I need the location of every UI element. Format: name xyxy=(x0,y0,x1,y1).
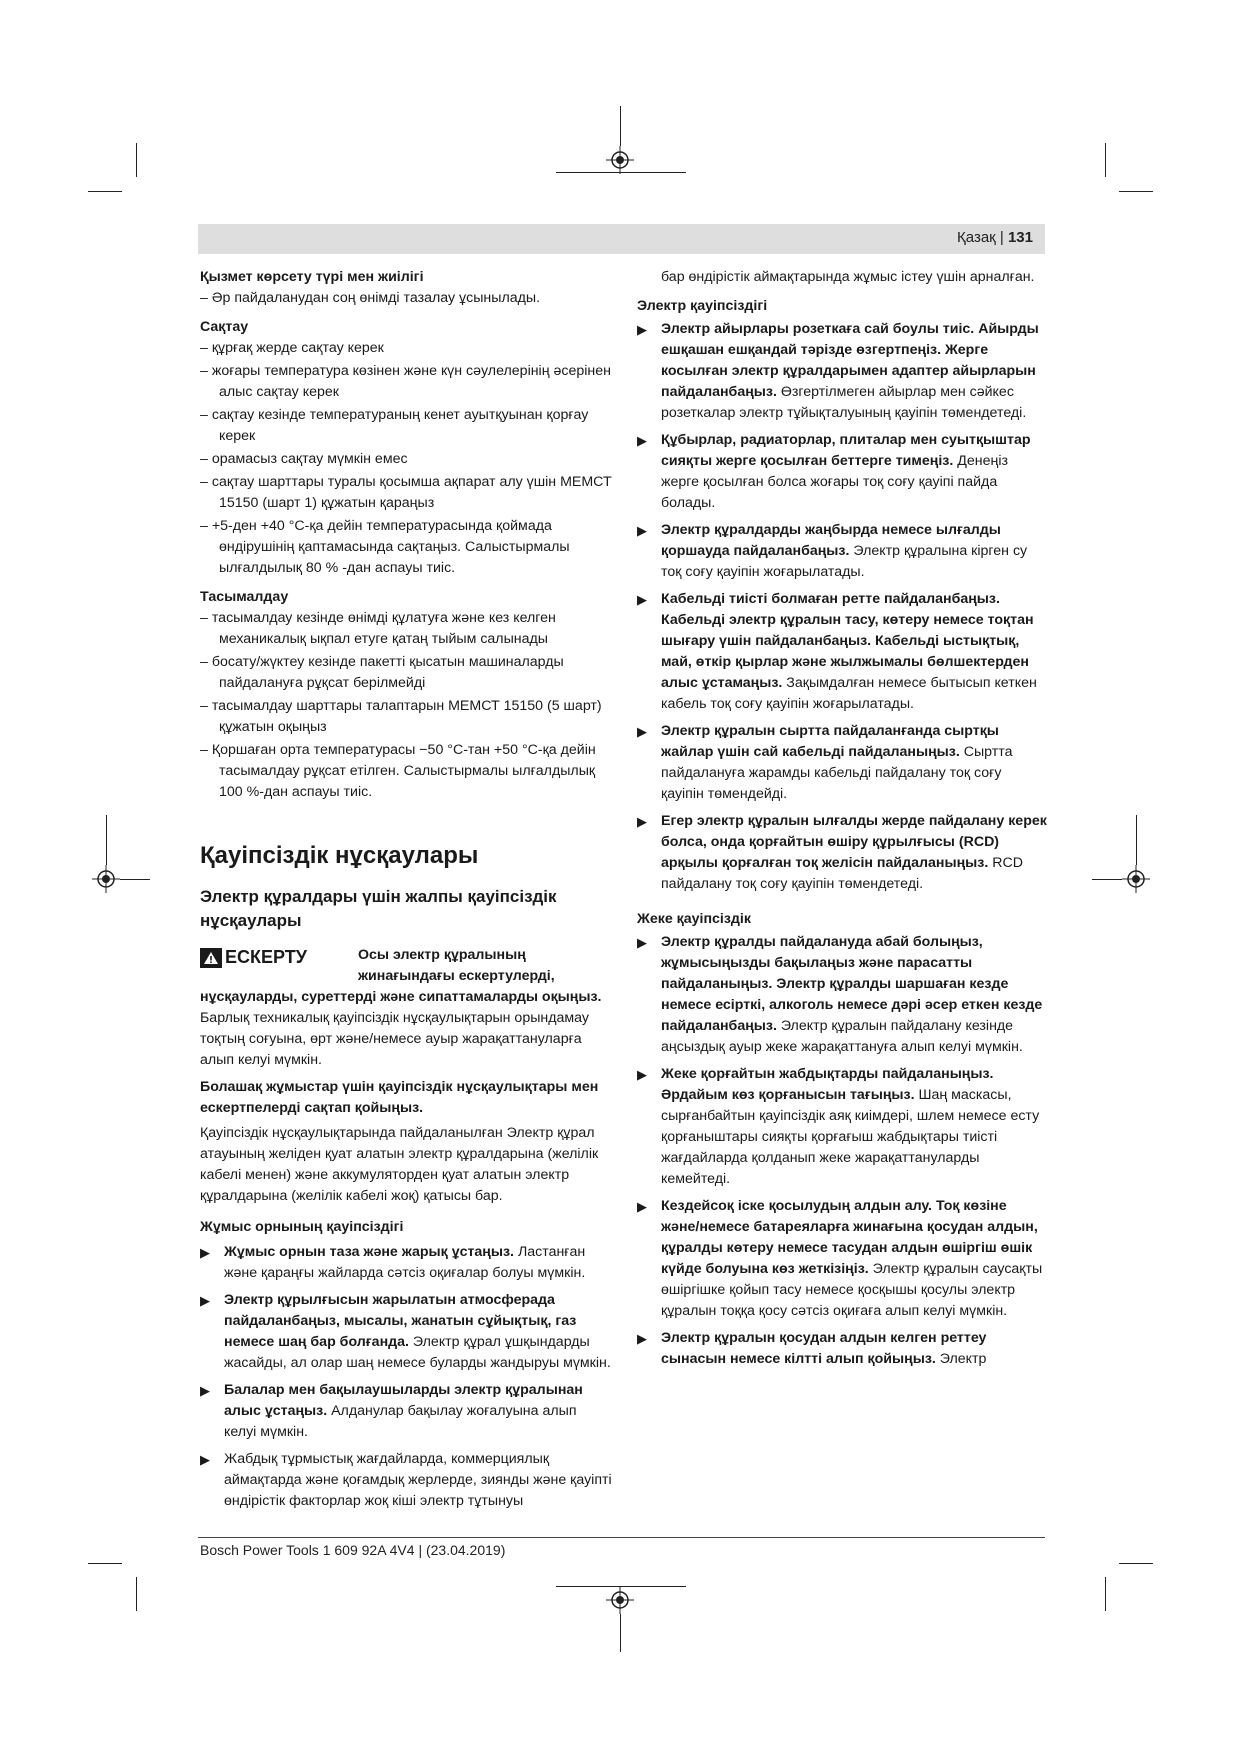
triangle-right-icon: ▶ xyxy=(637,523,647,538)
footer-rule xyxy=(198,1537,1045,1538)
crop-mark xyxy=(1119,191,1153,192)
footer-text: Bosch Power Tools 1 609 92A 4V4 | (23.04.2019) xyxy=(200,1542,506,1558)
triangle-right-icon: ▶ xyxy=(637,935,647,950)
crop-mark xyxy=(1136,815,1137,865)
list-item: ▶ Балалар мен бақылаушыларды электр құралынан алыс ұстаңыз. Алданулар бақылау жоғалуына алып келуі мүмкін. xyxy=(200,1382,583,1440)
safety-heading: Қауіпсіздік нұсқаулары xyxy=(200,842,479,869)
list-item: ▶ Электр құрылғысын жарылатын атмосферада пайдаланбаңыз, мысалы, жанатын сұйықтық, газ немесе шаң бар болғанда. Электр құрал ұшқындарды жасайды, ал олар шаң немесе буларды жандыруы мүмкін. xyxy=(200,1292,611,1371)
list-item: ▶ Электр құралын қосудан алдын келген реттеу сынасын немесе кілтті алып қойыңыз. Электр xyxy=(637,1330,987,1367)
list-item: – тасымалдау кезінде өнімді құлатуға және кез келген механикалық ықпал етуге қатаң тыйым салынады xyxy=(200,610,556,647)
triangle-right-icon: ▶ xyxy=(200,1293,210,1308)
list-item: ▶ Жеке қорғайтын жабдықтарды пайдаланыңыз. Әрдайым көз қорғанысын тағыңыз. Шаң маскасы, сырғанбайтын қауіпсіздік аяқ киімдері, шлем немесе есту қорғаныштары сияқты қорғағыш жабдықтары тиісті жағдайларда қолданып жеке жарақаттануларды кемейтеді. xyxy=(637,1066,1040,1187)
left-column xyxy=(200,267,612,1518)
section-title-electric: Электр қауіпсіздігі xyxy=(637,298,768,314)
section-title-storage: Сақтау xyxy=(200,319,249,335)
crop-mark xyxy=(620,1614,621,1652)
list-item: ▶ Электр құралды пайдалануда абай болыңыз, жұмысыңызды бақылаңыз және парасатты пайдаланыңыз. Электр құралды шаршаған кезде немесе есірткі, алкоголь немесе дәрі әсер еткен кезде пайдаланбаңыз. Электр құралын пайдалану кезінде аңсыздық ауыр жеке жарақаттануға алып келуі мүмкін. xyxy=(637,934,1043,1055)
crop-mark xyxy=(620,106,621,146)
warning-block xyxy=(200,945,612,987)
list-item: ▶ Электр құралдарды жаңбырда немесе ылғалды қоршауда пайдаланбаңыз. Электр құралына кірген су тоқ соғу қауіпін жоғарылатады. xyxy=(637,522,1028,580)
crop-mark xyxy=(1119,1563,1153,1564)
crop-mark xyxy=(106,815,107,865)
triangle-right-icon: ▶ xyxy=(637,1199,647,1214)
header-language: Қазақ xyxy=(957,229,996,246)
right-column xyxy=(637,267,1047,1376)
list-item: – орамасыз сақтау мүмкін емес xyxy=(200,451,408,467)
list-item: ▶ Кездейсоқ іске қосылудың алдын алу. Тоқ көзіне және/немесе батареяларға жинағына қосудан алдын, құралды көтеру немесе тасудан алдын өшіргіш өшік күйде болуына көз жеткізіңіз. Электр құралын саусақты өшіргішке қойып тасу немесе қосқышы қосулы электр құралын тоққа қосу сәтсіз оқиғаға алып келуі мүмкін. xyxy=(637,1198,1043,1319)
triangle-right-icon: ▶ xyxy=(637,1067,647,1082)
list-item: ▶ Жұмыс орнын таза және жарық ұстаңыз. Ластанған және қараңғы жайларда сәтсіз оқиғалар болуы мүмкін. xyxy=(200,1244,586,1281)
term-paragraph: Қауіпсіздік нұсқаулықтарында пайдаланылған Электр құрал атауының желіден қуат алатын электр құралдарына (желілік кабелі менен) және аккумуляторден қуат алатын электр құралдарына (желілік кабелі жоқ) қатысы бар. xyxy=(200,1125,599,1204)
list-item: ▶ Электр құралын сыртта пайдаланғанда сыртқы жайлар үшін сай кабельді пайдаланыңыз. Сыртта пайдалануға жарамды кабельді пайдалану тоқ соғу қауіпін төмендейді. xyxy=(637,723,1013,802)
list-item: – босату/жүктеу кезінде пакетті қысатын машиналарды пайдалануға рұқсат берілмейді xyxy=(200,654,564,691)
triangle-right-icon: ▶ xyxy=(637,814,647,829)
crop-mark xyxy=(136,1577,137,1611)
warning-paragraph: нұсқауларды, суреттерді және сипаттамаларды оқыңыз. Барлық техникалық қауіпсіздік нұсқаулықтарын орындамау тоқтың соғуына, өрт және/немесе ауыр жарақаттануларға алып келуі мүмкін. xyxy=(200,989,602,1068)
list-item: – құрғақ жерде сақтау керек xyxy=(200,340,384,356)
list-item: – сақтау кезінде температураның кенет ауытқуынан қорғау керек xyxy=(200,407,589,444)
crop-mark xyxy=(88,191,122,192)
triangle-right-icon: ▶ xyxy=(637,322,647,337)
warning-label: ЕСКЕРТУ xyxy=(200,947,307,968)
section-title-transport: Тасымалдау xyxy=(200,589,289,605)
continued-text: бар өндірістік аймақтарында жұмыс істеу үшін арналған. xyxy=(661,269,1035,285)
crop-mark xyxy=(556,1586,686,1587)
triangle-right-icon: ▶ xyxy=(637,592,647,607)
section-title-personal: Жеке қауіпсіздік xyxy=(637,911,751,927)
triangle-right-icon: ▶ xyxy=(637,724,647,739)
triangle-right-icon: ▶ xyxy=(200,1383,210,1398)
keep-instructions: Болашақ жұмыстар үшін қауіпсіздік нұсқаулықтары мен ескертпелерді сақтап қойыңыз. xyxy=(200,1079,599,1116)
list-item: ▶ Құбырлар, радиаторлар, плиталар мен суытқыштар сияқты жерге қосылған беттерге тимеңіз. Денеңіз жерге қосылған болса жоғары тоқ соғу қауіпі пайда болады. xyxy=(637,432,1031,511)
page-number: 131 xyxy=(1007,229,1033,246)
crop-mark xyxy=(556,172,686,173)
registration-mark-icon xyxy=(606,1586,634,1614)
crop-mark xyxy=(88,1563,122,1564)
list-item: – тасымалдау шарттары талаптарын МЕМСТ 15150 (5 шарт) құжатын оқыңыз xyxy=(200,698,602,735)
list-item: ▶ Электр айырлары розеткаға сай боулы тиіс. Айырды ешқашан ешқандай тәрізде өзгертпеңіз. Жерге косылған электр құралдарымен адаптер айырларын пайдаланбаңыз. Өзгертілмеген айырлар мен сәйкес розеткалар электр тұйықталуының қауіпін төмендетеді. xyxy=(637,321,1039,421)
crop-mark xyxy=(120,879,150,880)
registration-mark-icon xyxy=(606,146,634,174)
page-header xyxy=(198,224,1045,254)
crop-mark xyxy=(1105,1577,1106,1611)
list-item: – Әр пайдаланудан соң өнімді тазалау ұсынылады. xyxy=(200,290,541,306)
triangle-right-icon: ▶ xyxy=(637,433,647,448)
warning-text-right: Осы электр құралының жинағындағы ескертулерді, xyxy=(358,947,555,984)
header-text: Қазақ | 131 xyxy=(957,229,1033,246)
list-item: – жоғары температура көзінен және күн сәулелерінің әсерінен алыс сақтау керек xyxy=(200,363,611,400)
warning-triangle-icon xyxy=(200,948,222,968)
general-safety-heading: Электр құралдары үшін жалпы қауіпсіздік нұсқаулары xyxy=(200,887,557,930)
crop-mark xyxy=(1092,879,1122,880)
crop-mark xyxy=(136,143,137,177)
registration-mark-icon xyxy=(92,865,120,893)
list-item: ▶ Кабельді тиісті болмаған ретте пайдаланбаңыз. Кабельді электр құралын тасу, көтеру немесе тоқтан шығару үшін пайдаланбаңыз. Кабельді ыстықтық, май, өткір қырлар және жылжымалы бөлшектерден алыс ұстамаңыз. Зақымдалған немесе бытысып кеткен кабель тоқ соғу қауіпін жоғарылатады. xyxy=(637,591,1037,712)
list-item: – сақтау шарттары туралы қосымша ақпарат алу үшін МЕМСТ 15150 (шарт 1) құжатын қараңыз xyxy=(200,474,612,511)
list-item: ▶ Жабдық тұрмыстық жағдайларда, коммерциялық аймақтарда және қоғамдық жерлерде, зиянды және қауіпті өндірістік факторлар жоқ кіші электр тұтынуы xyxy=(200,1451,612,1509)
registration-mark-icon xyxy=(1122,865,1150,893)
section-title-workplace: Жұмыс орнының қауіпсіздігі xyxy=(200,1219,404,1235)
triangle-right-icon: ▶ xyxy=(637,1331,647,1346)
section-title-service: Қызмет көрсету түрі мен жиілігі xyxy=(200,269,424,285)
list-item: – +5-ден +40 °С-қа дейін температурасында қоймада өндірушінің қаптамасында сақтаңыз. Салыстырмалы ылғалдылық 80 % -дан аспауы тиіс. xyxy=(200,518,570,576)
triangle-right-icon: ▶ xyxy=(200,1245,210,1260)
triangle-right-icon: ▶ xyxy=(200,1452,210,1467)
list-item: – Қоршаған орта температурасы −50 °С-тан +50 °С-қа дейін тасымалдау рұқсат етілген. Салыстырмалы ылғалдылық 100 %-дан аспауы тиіс. xyxy=(200,742,596,800)
crop-mark xyxy=(1105,143,1106,177)
list-item: ▶ Егер электр құралын ылғалды жерде пайдалану керек болса, онда қорғайтын өшіру құрылғысы (RCD) арқылы қорғалған тоқ желісін пайдаланыңыз. RCD пайдалану тоқ соғу қауіпін төмендетеді. xyxy=(637,813,1047,892)
